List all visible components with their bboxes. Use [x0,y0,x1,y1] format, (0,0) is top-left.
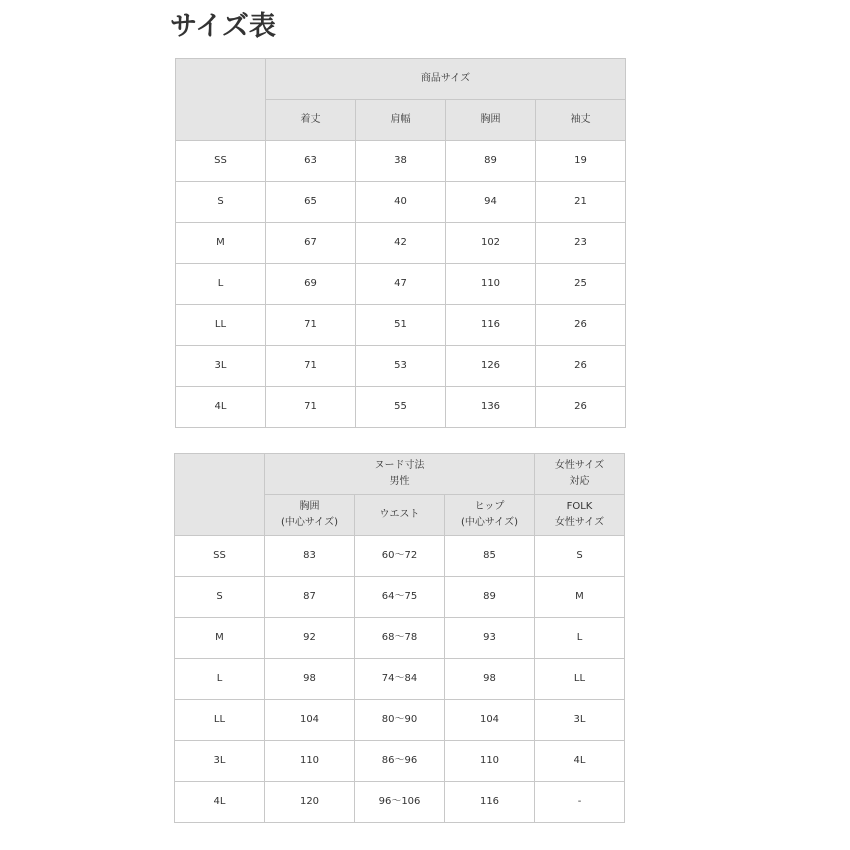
table-cell: LL [535,659,625,700]
size-label: LL [175,700,265,741]
table-cell: 40 [356,182,446,223]
table-row [176,223,626,264]
table-row [176,264,626,305]
table-cell: 60～72 [355,536,445,577]
table-row [175,782,625,823]
column-header: 着丈 [266,100,356,141]
table-cell: L [535,618,625,659]
table-cell: 94 [446,182,536,223]
table-cell: 71 [266,346,356,387]
table-cell: 102 [446,223,536,264]
product-size-table [175,58,626,428]
table-row [175,659,625,700]
header-line: (中心サイズ) [460,517,518,528]
table-cell: 116 [445,782,535,823]
size-label: 3L [176,346,266,387]
table-cell: 71 [266,387,356,428]
table-row [176,305,626,346]
table-cell: 38 [356,141,446,182]
table-cell: 96～106 [355,782,445,823]
header-line: (中心サイズ) [280,517,338,528]
size-label: 4L [175,782,265,823]
table-cell: 98 [445,659,535,700]
table-row [175,618,625,659]
table-cell: 4L [535,741,625,782]
size-label: M [176,223,266,264]
table-cell: 120 [265,782,355,823]
nude-size-header [265,454,535,495]
table-cell: 85 [445,536,535,577]
header-line: 女性サイズ [554,460,605,471]
table-cell: S [535,536,625,577]
table-cell: 104 [445,700,535,741]
table-row [175,700,625,741]
table-cell: 98 [265,659,355,700]
table-cell: 93 [445,618,535,659]
header-line: 女性サイズ [554,517,605,528]
table-cell: 68～78 [355,618,445,659]
header-line: 男性 [389,476,410,487]
size-label: 3L [175,741,265,782]
header-line: ウエスト [379,509,420,520]
table-cell: 92 [265,618,355,659]
column-header [355,495,445,536]
table-cell: 80～90 [355,700,445,741]
size-corner-header [175,454,265,536]
table-cell: 110 [445,741,535,782]
table-cell: 3L [535,700,625,741]
size-label: M [175,618,265,659]
size-label: 4L [176,387,266,428]
table-cell: 63 [266,141,356,182]
table-cell: 21 [536,182,626,223]
column-header [265,495,355,536]
header-line: ヌード寸法 [374,460,425,471]
column-header: 肩幅 [356,100,446,141]
table-row [176,182,626,223]
column-header [535,495,625,536]
table-cell: 26 [536,346,626,387]
header-line: 対応 [569,476,590,487]
size-label: L [175,659,265,700]
table-cell: 110 [265,741,355,782]
column-header: 袖丈 [536,100,626,141]
table-row [175,577,625,618]
table-cell: 136 [446,387,536,428]
table-cell: 19 [536,141,626,182]
table-cell: 47 [356,264,446,305]
size-label: S [175,577,265,618]
size-corner-header [176,59,266,141]
table-cell: 89 [445,577,535,618]
size-label: L [176,264,266,305]
column-header [445,495,535,536]
header-line: 胸囲 [299,501,320,512]
table-cell: 26 [536,305,626,346]
table-cell: M [535,577,625,618]
table-cell: 23 [536,223,626,264]
table-cell: 64～75 [355,577,445,618]
column-header: 胸囲 [446,100,536,141]
page-title: サイズ表 [170,11,276,42]
nude-size-table [174,453,625,823]
size-label: LL [176,305,266,346]
table-cell: 104 [265,700,355,741]
table-row [176,387,626,428]
table-cell: 110 [446,264,536,305]
product-size-header: 商品サイズ [266,59,626,100]
table-row [176,346,626,387]
size-label: SS [176,141,266,182]
table-cell: 51 [356,305,446,346]
table-row [176,141,626,182]
size-label: SS [175,536,265,577]
table-cell: 86～96 [355,741,445,782]
table-cell: 26 [536,387,626,428]
table-cell: 69 [266,264,356,305]
table-cell: 74～84 [355,659,445,700]
women-size-header [535,454,625,495]
size-label: S [176,182,266,223]
table-cell: 67 [266,223,356,264]
table-cell: 55 [356,387,446,428]
table-cell: 25 [536,264,626,305]
table-cell: 116 [446,305,536,346]
header-line: FOLK [566,501,593,512]
table-cell: 42 [356,223,446,264]
table-cell: 87 [265,577,355,618]
table-cell: 89 [446,141,536,182]
table-cell: 65 [266,182,356,223]
table-row [175,536,625,577]
table-cell: 126 [446,346,536,387]
table-cell: 71 [266,305,356,346]
header-line: ヒップ [474,501,505,512]
table-cell: 53 [356,346,446,387]
table-cell: 83 [265,536,355,577]
table-cell: - [535,782,625,823]
table-row [175,741,625,782]
